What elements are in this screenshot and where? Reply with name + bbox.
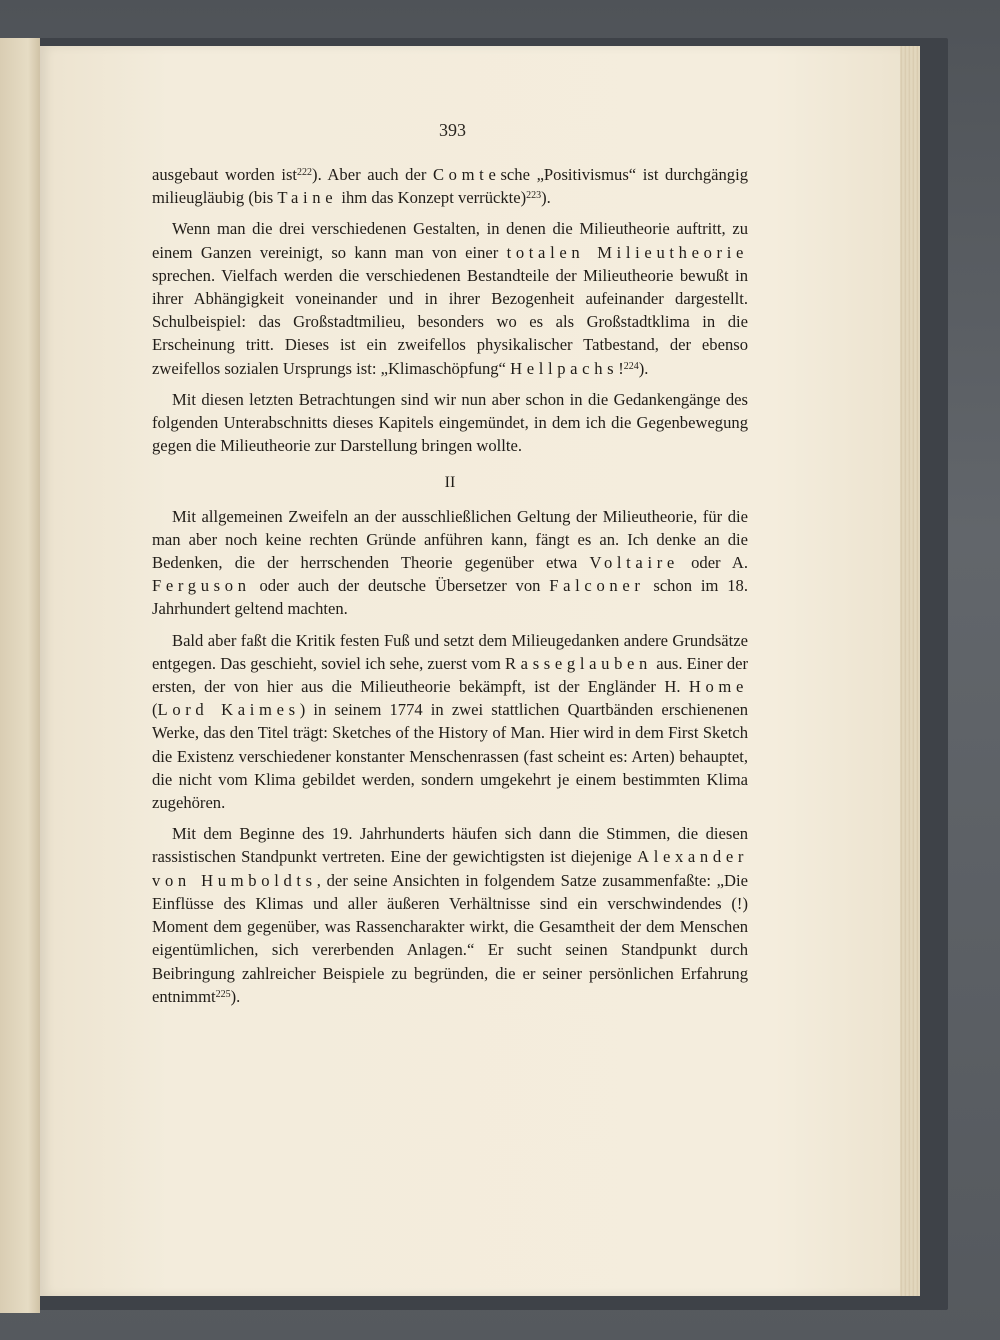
page-edges bbox=[900, 46, 920, 1296]
text-run: ) in seinem 1774 in zwei stattlichen Quartbänden erschienenen Werke, das den Titel trägt: Sketches of the History of Man. Hier wird in dem First Sketch die Existenz verschiedener konstanter Menschenrassen (fast scheint es: Arten) behauptet, die nicht vom Klima gebildet werden, sondern umgekehrt je einem bestimmten Klima zugehören. bbox=[152, 700, 748, 813]
text-run: ( bbox=[152, 700, 158, 720]
text-run: oder A. bbox=[678, 553, 748, 573]
text-run: Mit diesen letzten Betrachtungen sind wir nun aber schon in die Gedankengänge des folgenden Unterabschnitts dieses Kapitels eingemündet, in dem ich die Gegenbewegung gegen die Milieutheorie zur Darstellung bringen wollte. bbox=[152, 389, 748, 456]
footnote-ref: 223 bbox=[526, 190, 542, 202]
text-run: sche „Positivismus“ ist durchgängig milieugläubig (bis bbox=[152, 165, 749, 208]
footnote-ref: 225 bbox=[215, 988, 231, 1000]
spaced-name: Lord Kaimes bbox=[157, 700, 300, 720]
spaced-name: Taine bbox=[277, 188, 338, 208]
text-run: ausgebaut worden ist bbox=[152, 165, 298, 184]
text-run: Wenn man die drei verschiedenen Gestalten, in denen die Milieutheorie auftritt, zu einem Ganzen vereinigt, so kann man von einer bbox=[152, 219, 748, 262]
spaced-name: Alexander von Humboldts bbox=[152, 847, 748, 890]
page-number: 393 bbox=[439, 120, 466, 140]
text-run: oder auch der deutsche Übersetzer von bbox=[250, 576, 550, 596]
text-run: Bald aber faßt die Kritik festen Fuß und setzt dem Milieugedanken andere Grundsätze entgegen. Das geschieht, soviel ich sehe, zuerst vom bbox=[152, 630, 748, 673]
text-run: Mit dem Beginne des 19. Jahrhunderts häufen sich dann die Stimmen, die diesen rassistischen Standpunkt vertreten. Eine der gewichtigsten ist diejenige bbox=[152, 824, 748, 867]
footnote-ref: 224 bbox=[623, 360, 639, 372]
paragraph bbox=[152, 505, 748, 621]
text-run: schon im 18. Jahrhundert geltend machten. bbox=[152, 576, 748, 619]
text-run: ). bbox=[230, 986, 241, 1006]
spaced-name: Falconer bbox=[549, 576, 645, 596]
text-run: ). Aber auch der bbox=[312, 165, 433, 184]
text-run: ! bbox=[618, 358, 624, 378]
paragraph bbox=[152, 163, 748, 209]
spaced-name: Ferguson bbox=[152, 576, 251, 596]
text-run: ). bbox=[638, 358, 649, 378]
text-run: sprechen. Vielfach werden die verschiedenen Bestandteile der Milieutheorie bewußt in ihrer Abhängigkeit voneinander und in ihrer Bezogenheit aufeinander dargestellt. Schulbeispiel: das Großstadtmilieu, besonders wo es als Großstadtklima in die Erscheinung tritt. Dieses ist ein zweifellos physikalischer Tatbestand, der ebenso zweifellos sozialen Ursprungs ist: „Klimaschöpfung“ bbox=[152, 265, 748, 378]
spaced-name: Comte bbox=[432, 165, 501, 184]
paragraph bbox=[152, 822, 748, 1008]
spaced-name: totalen Milieutheorie bbox=[506, 242, 748, 262]
text-run: Mit allgemeinen Zweifeln an der ausschließlichen Geltung der Milieutheorie, für die man aber noch keine rechten Gründe anführen kann, fängt es an. Ich denke an die Bedenken, die der herrschenden Theorie gegenüber etwa bbox=[152, 506, 748, 573]
spaced-name: Rasseglauben bbox=[504, 653, 652, 673]
paragraph bbox=[152, 388, 748, 458]
footnote-ref: 222 bbox=[297, 167, 313, 178]
paragraph bbox=[152, 629, 748, 815]
body-text bbox=[152, 163, 748, 1008]
facing-page-edge bbox=[0, 38, 40, 1313]
text-run: aus. Einer der ersten, der von hier aus die Milieutheorie bekämpft, ist der Engländer H. bbox=[152, 653, 749, 697]
spaced-name: Hellpachs bbox=[510, 358, 619, 378]
text-run: , der seine Ansichten in folgendem Satze zusammenfaßte: „Die Einflüsse des Klimas und aller äußeren Verhältnisse sind ein verschwindendes (!) Moment dem gegenüber, was Rassencharakter wirkt, die Gesamtheit der dem Menschen eigentümlichen, sich vererbenden Anlagen.“ Er sucht seinen Standpunkt durch Beibringung zahlreicher Beispiele zu begründen, die er seiner persönlichen Erfahrung entnimmt bbox=[152, 870, 748, 1006]
text-run: ihm das Konzept verrückte) bbox=[337, 188, 527, 208]
text-run: ). bbox=[541, 188, 551, 208]
section-heading: II bbox=[444, 474, 456, 492]
spaced-name: Home bbox=[688, 677, 748, 697]
spaced-name: Voltaire bbox=[589, 553, 679, 573]
paragraph bbox=[152, 217, 748, 379]
